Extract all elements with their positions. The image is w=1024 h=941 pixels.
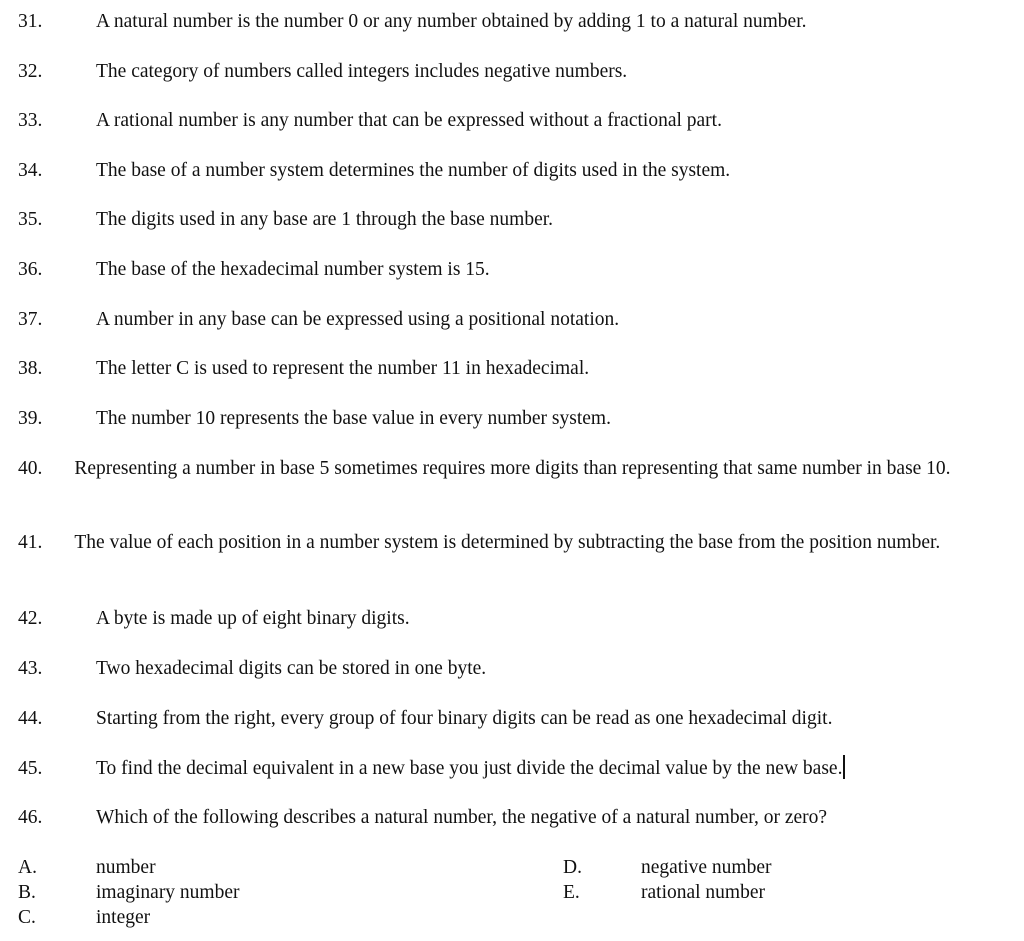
option-letter: B.: [18, 882, 36, 903]
question-text: To find the decimal equivalent in a new base you just divide the decimal value by the new base.: [96, 758, 843, 779]
question-text: Starting from the right, every group of four binary digits can be read as one hexadecimal digit.: [96, 708, 833, 729]
question-46: [18, 805, 1003, 830]
option-letter: C.: [18, 907, 36, 928]
question-number: 35.: [18, 209, 43, 230]
option-letter: E.: [563, 882, 580, 903]
question-34: [18, 158, 1003, 183]
question-number: 45.: [18, 758, 43, 779]
question-number: 40.: [18, 458, 43, 479]
question-text: The category of numbers called integers includes negative numbers.: [96, 61, 628, 82]
question-39: [18, 406, 1003, 431]
question-37: [18, 307, 1003, 332]
question-number: 44.: [18, 708, 43, 729]
option-a[interactable]: [18, 855, 156, 880]
question-number: 41.: [18, 532, 43, 553]
question-text: Representing a number in base 5 sometimes requires more digits than representing that same number in base 10.: [74, 458, 951, 479]
question-number: 38.: [18, 358, 43, 379]
question-text: The number 10 represents the base value in every number system.: [96, 408, 611, 429]
question-number: 46.: [18, 807, 43, 828]
question-number: 32.: [18, 61, 43, 82]
question-text: Which of the following describes a natural number, the negative of a natural number, or zero?: [96, 807, 828, 828]
question-40: [18, 456, 1003, 481]
question-text: The letter C is used to represent the number 11 in hexadecimal.: [96, 358, 590, 379]
option-letter: A.: [18, 857, 37, 878]
question-number: 43.: [18, 658, 43, 679]
question-31: [18, 9, 1003, 34]
question-45: [18, 755, 1003, 781]
option-c[interactable]: [18, 905, 150, 930]
question-text: The base of a number system determines the number of digits used in the system.: [96, 160, 731, 181]
text-cursor: [843, 755, 845, 779]
question-number: 34.: [18, 160, 43, 181]
question-text: The value of each position in a number system is determined by subtracting the base from the position number.: [74, 532, 941, 553]
option-e[interactable]: [563, 880, 765, 905]
option-text: imaginary number: [96, 882, 240, 903]
question-text: A byte is made up of eight binary digits.: [96, 608, 410, 629]
question-36: [18, 257, 1003, 282]
question-text: A number in any base can be expressed using a positional notation.: [96, 309, 620, 330]
question-text: A rational number is any number that can be expressed without a fractional part.: [96, 110, 722, 131]
question-35: [18, 207, 1003, 232]
question-text: A natural number is the number 0 or any number obtained by adding 1 to a natural number.: [96, 11, 807, 32]
question-32: [18, 59, 1003, 84]
question-number: 31.: [18, 11, 43, 32]
question-number: 36.: [18, 259, 43, 280]
question-text: The base of the hexadecimal number system is 15.: [96, 259, 490, 280]
option-b[interactable]: [18, 880, 240, 905]
question-text: Two hexadecimal digits can be stored in one byte.: [96, 658, 487, 679]
option-text: integer: [96, 907, 151, 928]
option-letter: D.: [563, 857, 582, 878]
question-number: 42.: [18, 608, 43, 629]
option-d[interactable]: [563, 855, 772, 880]
question-number: 37.: [18, 309, 43, 330]
question-text: The digits used in any base are 1 through the base number.: [96, 209, 554, 230]
question-41: [18, 530, 1003, 555]
option-text: negative number: [641, 857, 772, 878]
question-33: [18, 108, 1003, 133]
question-number: 33.: [18, 110, 43, 131]
question-43: [18, 656, 1003, 681]
question-38: [18, 356, 1003, 381]
option-text: number: [96, 857, 156, 878]
question-44: [18, 706, 1003, 731]
question-number: 39.: [18, 408, 43, 429]
option-text: rational number: [641, 882, 765, 903]
question-42: [18, 606, 1003, 631]
